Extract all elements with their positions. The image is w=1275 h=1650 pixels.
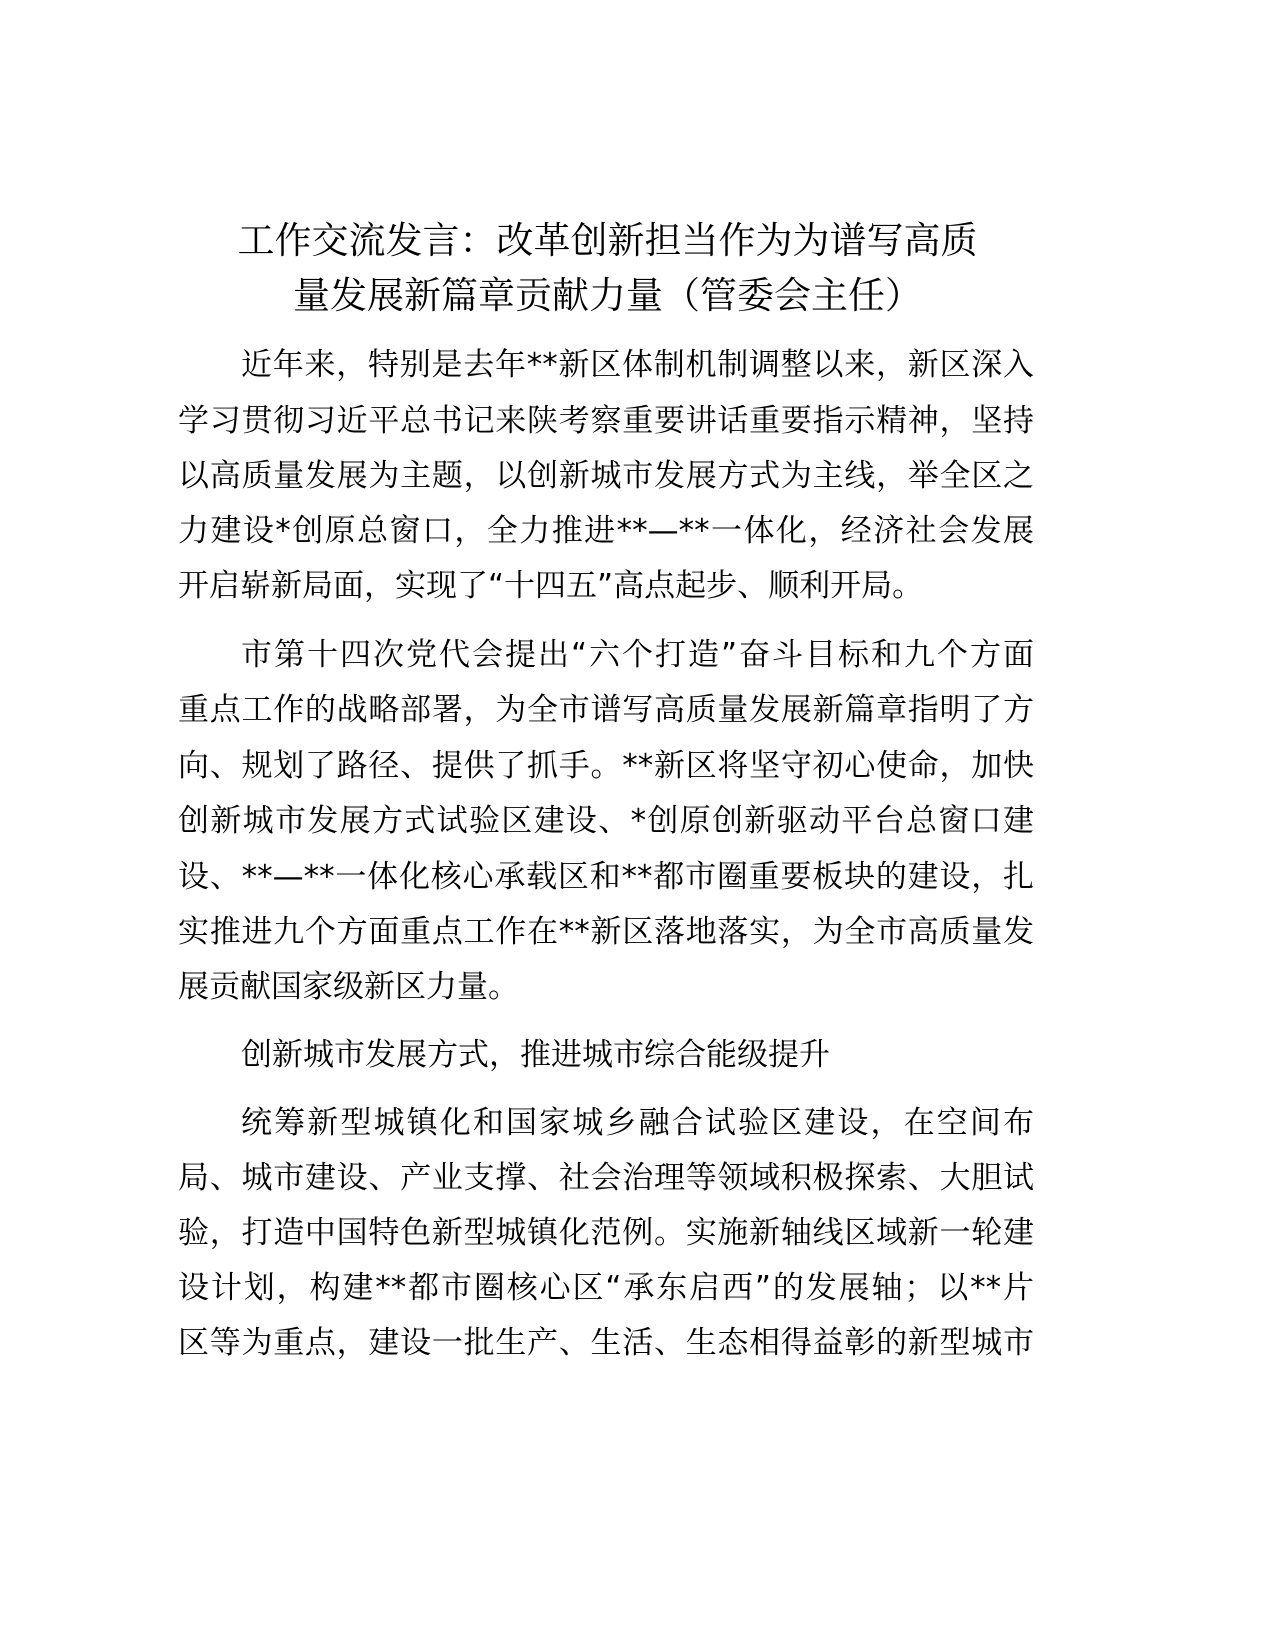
text-line: 开启崭新局面，实现了“十四五”高点起步、顺利开局。 [178,568,924,604]
text-line: 实推进九个方面重点工作在**新区落地落实，为全市高质量发 [178,914,1034,950]
text-line: 重点工作的战略部署，为全市谱写高质量发展新篇章指明了方 [178,692,1034,728]
text-line: 市第十四次党代会提出“六个打造”奋斗目标和九个方面 [241,637,1034,673]
text-line: 验，打造中国特色新型城镇化范例。实施新轴线区域新一轮建 [178,1215,1034,1251]
text-line: 以高质量发展为主题，以创新城市发展方式为主线，举全区之 [178,458,1034,494]
document-title-line-1: 工作交流发言：改革创新担当作为为谱写高质 [237,219,978,262]
text-line: 近年来，特别是去年**新区体制机制调整以来，新区深入 [241,347,1034,383]
text-line: 局、城市建设、产业支撑、社会治理等领域积极探索、大胆试 [178,1160,1034,1196]
text-line: 学习贯彻习近平总书记来陕考察重要讲话重要指示精神，坚持 [178,403,1034,439]
document-title-line-2: 量发展新篇章贡献力量（管委会主任） [293,274,922,317]
text-line: 设、**—**一体化核心承载区和**都市圈重要板块的建设，扎 [178,859,1034,895]
text-line: 区等为重点，建设一批生产、生活、生态相得益彰的新型城市 [178,1325,1034,1361]
text-line: 力建设*创原总窗口，全力推进**—**一体化，经济社会发展 [178,513,1034,549]
section-heading-text: 创新城市发展方式，推进城市综合能级提升 [241,1037,830,1073]
text-line: 创新城市发展方式试验区建设、*创原创新驱动平台总窗口建 [178,803,1034,839]
text-line: 统筹新型城镇化和国家城乡融合试验区建设，在空间布 [241,1105,1034,1141]
text-line: 展贡献国家级新区力量。 [178,969,519,1005]
text-line: 设计划，构建**都市圈核心区“承东启西”的发展轴；以**片 [178,1270,1034,1306]
text-line: 向、规划了路径、提供了抓手。**新区将坚守初心使命，加快 [178,748,1034,784]
